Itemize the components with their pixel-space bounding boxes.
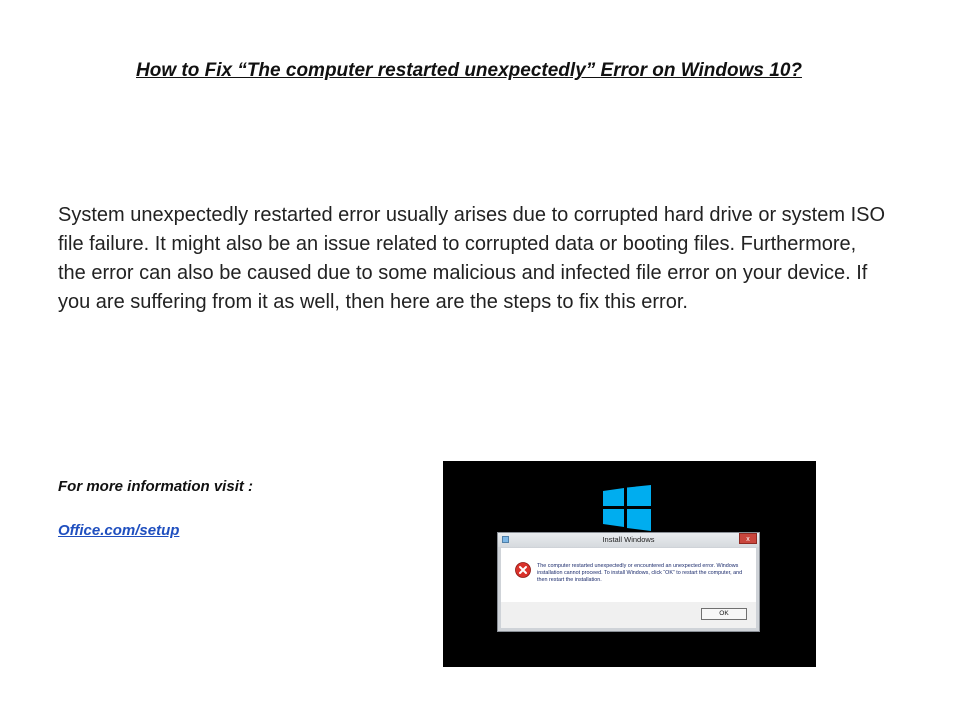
dialog-footer <box>501 602 756 628</box>
dialog-message: The computer restarted unexpectedly or encountered an unexpected error. Windows installation cannot proceed. To install Windows, click “OK” to restart the computer, and then restart the installation. <box>537 563 743 583</box>
dialog-title: Install Windows <box>602 535 655 544</box>
ok-button[interactable]: OK <box>701 608 747 620</box>
dialog-titlebar <box>498 533 759 547</box>
office-setup-link[interactable]: Office.com/setup <box>58 522 180 539</box>
install-windows-dialog <box>497 532 760 632</box>
more-info-label: For more information visit : <box>58 478 254 495</box>
dialog-content <box>501 548 756 602</box>
windows-logo-icon <box>603 485 651 531</box>
page-title: How to Fix “The computer restarted unexpectedly” Error on Windows 10? <box>136 60 802 81</box>
error-screenshot <box>443 461 816 667</box>
setup-app-icon <box>502 536 509 543</box>
error-icon <box>515 562 531 578</box>
close-icon[interactable]: x <box>739 533 757 544</box>
body-paragraph: System unexpectedly restarted error usually arises due to corrupted hard drive or system ISO file failure. It might also be an issue related to corrupted data or booting files. Furthermore, the error can also be caused due to some malicious and infected file error on your device. If you are suffering from it as well, then here are the steps to fix this error. <box>58 204 886 313</box>
